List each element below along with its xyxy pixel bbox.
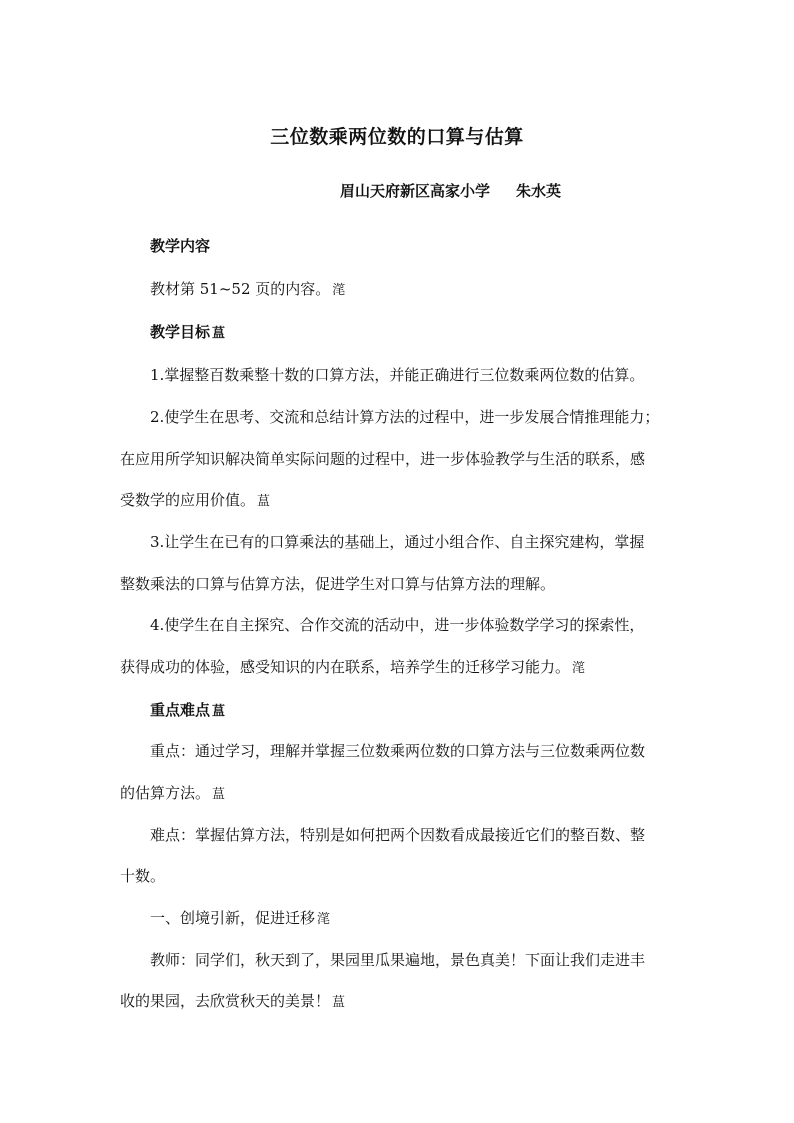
key-point-line-1: [150, 741, 645, 761]
key-point-line-2: [120, 783, 225, 805]
goal-2-text-2: 在应用所学知识解决简单实际问题的过程中，进一步体验教学与生活的联系，感: [120, 450, 646, 468]
goal-2-line-1: [150, 407, 659, 427]
goal-1-text: 1.掌握整百数乘整十数的口算方法，并能正确进行三位数乘两位数的估算。: [150, 366, 645, 384]
heading-key-points-text: 重点难点: [150, 701, 211, 719]
watermark-glyph: 滗: [317, 912, 331, 927]
watermark-glyph: 蒀: [212, 326, 226, 341]
watermark-glyph: 蒀: [257, 494, 271, 509]
goal-3-text-1: 3.让学生在已有的口算乘法的基础上，通过小组合作、自主探究建构，掌握: [150, 533, 645, 551]
section-1-heading: [150, 908, 330, 930]
difficulty-line-1: [150, 825, 645, 845]
heading-content: [150, 236, 210, 256]
key-point-text-2: 的估算方法。: [120, 784, 211, 802]
goal-2-line-2: [120, 449, 645, 469]
paragraph-content-text: 教材第 51~52 页的内容。: [150, 280, 331, 298]
goal-2-text-1: 2.使学生在思考、交流和总结计算方法的过程中，进一步发展合情推理能力；: [150, 408, 660, 426]
difficulty-line-2: [120, 866, 165, 886]
watermark-glyph: 蒀: [212, 704, 226, 719]
teacher-text-1: 教师：同学们，秋天到了，果园里瓜果遍地，景色真美！下面让我们走进丰: [150, 951, 646, 969]
goal-4-line-1: [150, 615, 644, 635]
paragraph-content: [150, 279, 345, 301]
goal-3-line-1: [150, 532, 644, 552]
teacher-line-1: [150, 950, 645, 970]
heading-content-text: 教学内容: [150, 237, 211, 255]
heading-key-points: [150, 700, 225, 722]
difficulty-text-1: 难点：掌握估算方法，特别是如何把两个因数看成最接近它们的整百数、整: [150, 826, 646, 844]
difficulty-text-2: 十数。: [120, 867, 166, 885]
heading-goals: [150, 322, 225, 344]
goal-4-text-2: 获得成功的体验，感受知识的内在联系，培养学生的迁移学习能力。: [120, 658, 571, 676]
goal-4-line-2: [120, 657, 585, 679]
goal-1: [150, 365, 644, 385]
author-line: [340, 180, 561, 201]
goal-2-text-3: 受数学的应用价值。: [120, 491, 256, 509]
goal-3-line-2: [120, 574, 555, 594]
author-name: 朱水英: [516, 182, 562, 200]
watermark-glyph: 滗: [332, 283, 346, 298]
goal-3-text-2: 整数乘法的口算与估算方法，促进学生对口算与估算方法的理解。: [120, 575, 556, 593]
watermark-glyph: 蒀: [212, 787, 226, 802]
teacher-text-2: 收的果园，去欣赏秋天的美景！: [120, 992, 331, 1010]
watermark-glyph: 滗: [572, 661, 586, 676]
section-1-heading-text: 一、创境引新，促进迁移: [150, 909, 316, 927]
author-school: 眉山天府新区高家小学: [340, 182, 491, 200]
goal-2-line-3: [120, 490, 270, 512]
heading-goals-text: 教学目标: [150, 323, 211, 341]
goal-4-text-1: 4.使学生在自主探究、合作交流的活动中，进一步体验数学学习的探索性，: [150, 616, 645, 634]
document-title: 三位数乘两位数的口算与估算: [270, 126, 524, 148]
watermark-glyph: 蒀: [332, 995, 346, 1010]
teacher-line-2: [120, 991, 345, 1013]
key-point-text-1: 重点：通过学习，理解并掌握三位数乘两位数的口算方法与三位数乘两位数: [150, 742, 646, 760]
